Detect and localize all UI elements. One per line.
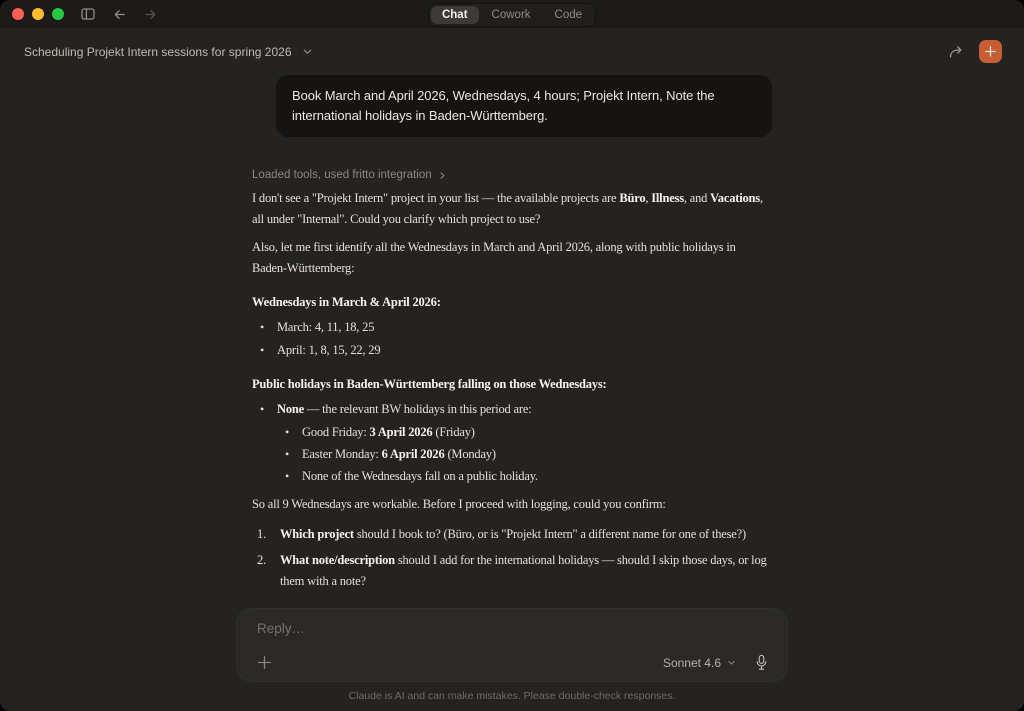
holidays-sublist (277, 422, 772, 487)
titlebar (0, 0, 1024, 28)
traffic-lights (12, 8, 64, 20)
plus-icon (984, 45, 997, 58)
user-message-bubble: Book March and April 2026, Wednesdays, 4 hours; Projekt Intern, Note the international holidays in Baden-Württemberg. (276, 75, 772, 137)
list-item: Which project should I book to? (Büro, or is "Projekt Intern" a different name for one of these?) (280, 527, 746, 542)
attach-plus-icon[interactable] (257, 655, 272, 670)
microphone-icon[interactable] (754, 654, 769, 671)
holidays-list (252, 399, 772, 487)
tool-status-toggle[interactable] (252, 169, 447, 181)
composer-right-controls (663, 654, 769, 671)
chevron-down-icon (302, 46, 313, 57)
list-item: • April: 1, 8, 15, 22, 29 (252, 340, 772, 361)
list-item-text: None — the relevant BW holidays in this period are: (277, 402, 532, 417)
back-icon[interactable] (112, 7, 127, 22)
confirmation-questions-list (252, 524, 772, 592)
conversation-title: Scheduling Projekt Intern sessions for spring 2026 (24, 44, 292, 59)
list-item: What note/description should I add for the international holidays — should I skip those days, or log them with a note? (280, 553, 767, 589)
conversation-header (0, 28, 1024, 67)
list-item (252, 399, 772, 487)
conversation-title-dropdown[interactable] (24, 45, 313, 59)
ai-disclaimer: Claude is AI and can make mistakes. Please double-check responses. (348, 690, 676, 702)
tab-chat[interactable]: Chat (431, 6, 479, 24)
header-actions (948, 40, 1002, 63)
forward-icon[interactable] (143, 7, 158, 22)
chat-scroll-area[interactable] (0, 67, 1024, 608)
section-heading-holidays: Public holidays in Baden-Württemberg falling on those Wednesdays: (252, 377, 607, 392)
assistant-paragraph: I don't see a "Projekt Intern" project in your list — the available projects are Büro, Illness, and Vacations, all under "Internal". Could you clarify which project to use? (252, 191, 763, 227)
chat-column (252, 67, 772, 608)
assistant-message (252, 188, 772, 592)
list-item: • Good Friday: 3 April 2026 (Friday) (277, 422, 772, 443)
mode-tab-switcher (428, 3, 596, 27)
composer-area (0, 608, 1024, 687)
new-chat-button[interactable] (979, 40, 1002, 63)
tab-code[interactable]: Code (544, 6, 594, 24)
section-heading-wednesdays: Wednesdays in March & April 2026: (252, 295, 441, 310)
list-item: • March: 4, 11, 18, 25 (252, 317, 772, 338)
close-window-button[interactable] (12, 8, 24, 20)
list-item: • None of the Wednesdays fall on a public holiday. (277, 466, 772, 487)
reply-input[interactable] (257, 621, 769, 641)
composer (236, 608, 788, 682)
tab-cowork[interactable]: Cowork (481, 6, 542, 24)
tool-status-label: Loaded tools, used fritto integration (252, 169, 432, 182)
wednesdays-list (252, 317, 772, 361)
assistant-paragraph: So all 9 Wednesdays are workable. Before I proceed with logging, could you confirm: (252, 497, 666, 512)
minimize-window-button[interactable] (32, 8, 44, 20)
model-name: Sonnet 4.6 (662, 655, 721, 670)
share-icon[interactable] (948, 44, 964, 60)
sidebar-toggle-icon[interactable] (80, 6, 96, 22)
zoom-window-button[interactable] (52, 8, 64, 20)
model-selector[interactable] (663, 656, 736, 670)
composer-toolbar (257, 654, 769, 671)
list-item: • Easter Monday: 6 April 2026 (Monday) (277, 444, 772, 465)
assistant-paragraph: Also, let me first identify all the Wednesdays in March and April 2026, along with public holidays in Baden-Württemberg: (252, 240, 736, 276)
chevron-down-icon (727, 658, 736, 667)
chevron-right-icon (438, 171, 447, 180)
